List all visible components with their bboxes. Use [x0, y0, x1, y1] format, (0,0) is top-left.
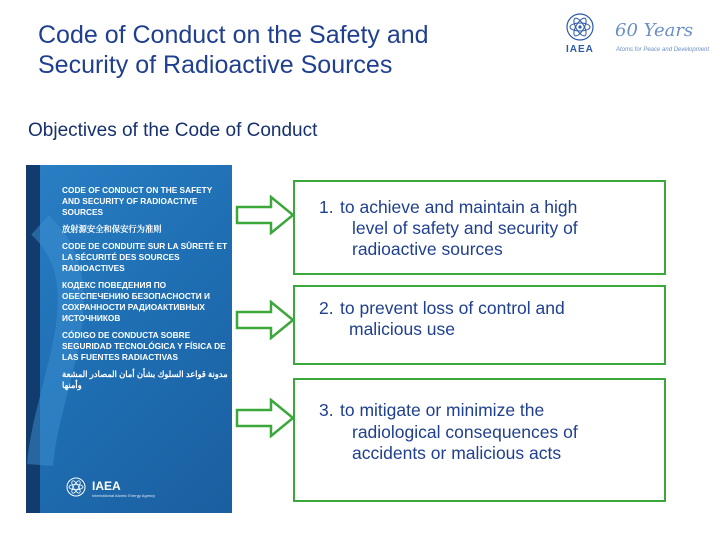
title-line-1: Code of Conduct on the Safety and	[38, 21, 429, 49]
objective-box-2	[293, 285, 666, 365]
book-cover-text	[62, 185, 228, 397]
section-subtitle: Objectives of the Code of Conduct	[28, 120, 318, 141]
logo-iaea-text: IAEA	[566, 44, 594, 55]
objective-text-line: radiological consequences of	[352, 422, 578, 442]
cover-title-ru: КОДЕКС ПОВЕДЕНИЯ ПО ОБЕСПЕЧЕНИЮ БЕЗОПАСНОСТИ И СОХРАННОСТИ РАДИОАКТИВНЫХ ИСТОЧНИКОВ	[62, 280, 210, 323]
objective-text-line: to prevent loss of control and	[340, 298, 565, 318]
logo-anniversary: 60 Years	[615, 20, 694, 41]
iaea-emblem-icon	[66, 477, 86, 497]
cover-title-fr: CODE DE CONDUITE SUR LA SÛRETÉ ET LA SÉCURITÉ DES SOURCES RADIOACTIVES	[62, 241, 228, 273]
iaea-logo	[560, 10, 710, 60]
iaea-emblem-icon	[565, 12, 595, 42]
cover-title-ar: مدونة قواعد السلوك بشأن أمان المصادر المشعة وأمنها	[62, 369, 228, 390]
arrow-right-icon	[235, 398, 295, 438]
title-line-2: Security of Radioactive Sources	[38, 51, 393, 79]
cover-title-zh: 放射源安全和保安行为准则	[62, 224, 162, 234]
slide-title	[38, 20, 538, 80]
cover-title-en: CODE OF CONDUCT ON THE SAFETY AND SECURITY OF RADIOACTIVE SOURCES	[62, 185, 213, 217]
arrow-right-icon	[235, 300, 295, 340]
objective-box-1	[293, 180, 666, 275]
objective-text-line: malicious use	[349, 319, 456, 339]
objective-number: 2.	[319, 298, 334, 318]
objective-text-line: radioactive sources	[352, 239, 503, 259]
objective-text-line: to achieve and maintain a high	[340, 197, 578, 217]
objective-text-line: to mitigate or minimize the	[340, 400, 545, 420]
objective-number: 3.	[319, 400, 334, 420]
arrow-right-icon	[235, 195, 295, 235]
cover-title-es: CÓDIGO DE CONDUCTA SOBRE SEGURIDAD TECNOLÓGICA Y FÍSICA DE LAS FUENTES RADIACTIVAS	[62, 330, 226, 362]
objective-text-line: accidents or malicious acts	[352, 443, 562, 463]
objective-number: 1.	[319, 197, 334, 217]
objective-text-line: level of safety and security of	[352, 218, 578, 238]
book-cover-image	[26, 165, 232, 513]
objective-box-3	[293, 378, 666, 502]
book-publisher-subtitle: International Atomic Energy Agency	[92, 493, 156, 498]
logo-tagline: Atoms for Peace and Development	[616, 47, 710, 53]
book-publisher-name: IAEA	[92, 479, 121, 493]
